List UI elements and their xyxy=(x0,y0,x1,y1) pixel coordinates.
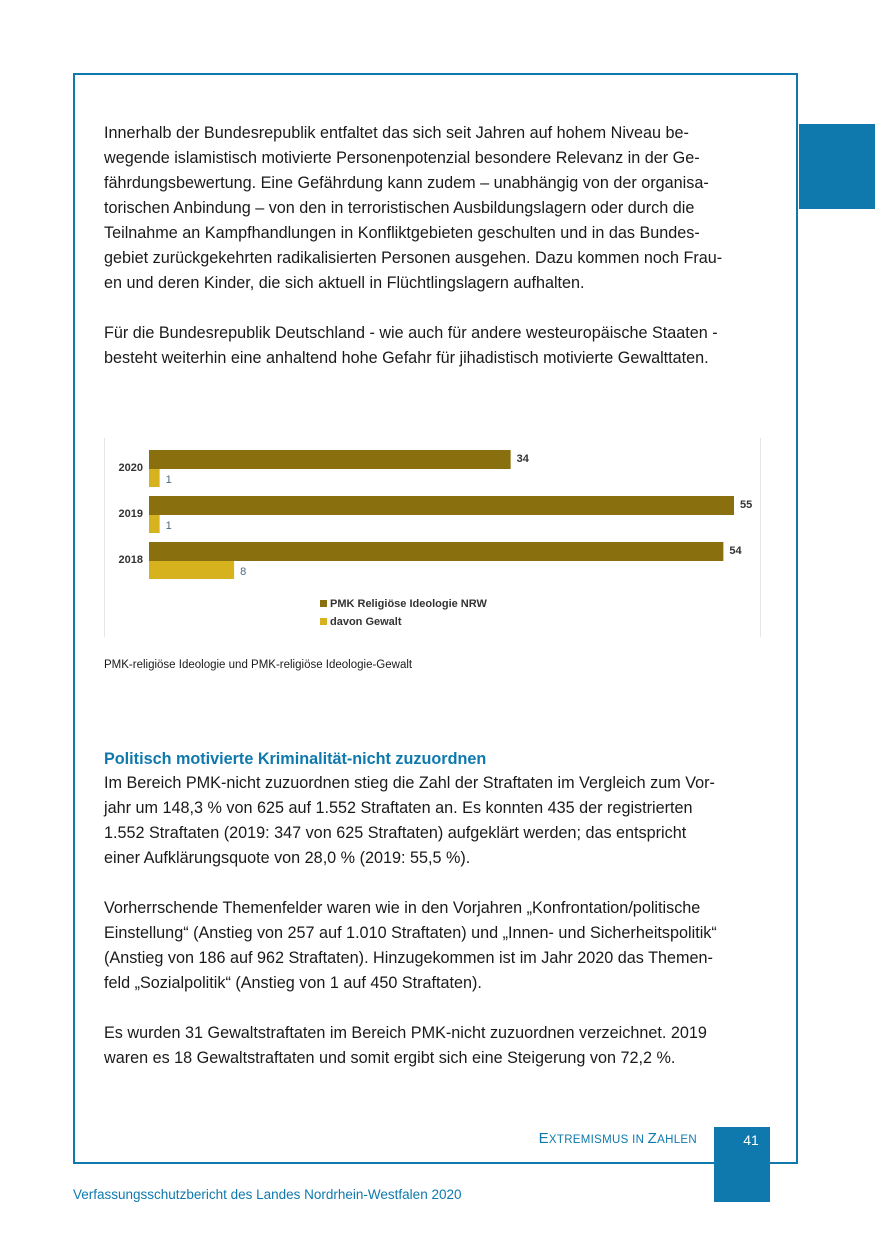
paragraph-topic-fields xyxy=(104,896,769,996)
text-line: fährdungsbewertung. Eine Gefährdung kann zudem – unabhängig von der organisa- xyxy=(104,174,709,192)
text-line: Es wurden 31 Gewaltstraftaten im Bereich PMK-nicht zuzuordnen verzeichnet. 2019 xyxy=(104,1024,707,1042)
text-line: Im Bereich PMK-nicht zuzuordnen stieg die Zahl der Straftaten im Vergleich zum Vor- xyxy=(104,774,715,792)
text-line: torischen Anbindung – von den in terroristischen Ausbildungslagern oder durch die xyxy=(104,199,695,217)
bar-secondary xyxy=(149,469,160,487)
bar-secondary-value-label: 8 xyxy=(240,566,247,578)
text-line: feld „Sozialpolitik“ (Anstieg von 1 auf 450 Straftaten). xyxy=(104,974,482,992)
bar-secondary xyxy=(149,515,160,533)
category-label: 2019 xyxy=(118,508,143,520)
text-line: Einstellung“ (Anstieg von 257 auf 1.010 Straftaten) und „Innen- und Sicherheitspolitik“ xyxy=(104,924,717,942)
bar-primary-value-label: 55 xyxy=(740,499,753,511)
bar-primary xyxy=(149,542,723,561)
bar-secondary-value-label: 1 xyxy=(165,474,172,486)
text-line: (Anstieg von 186 auf 962 Straftaten). Hinzugekommen ist im Jahr 2020 das Themen- xyxy=(104,949,713,967)
paragraph-pmk-statistics xyxy=(104,771,769,871)
text-line: gebiet zurückgekehrten radikalisierten Personen ausgehen. Dazu kommen noch Frau- xyxy=(104,249,723,267)
text-line: Vorherrschende Themenfelder waren wie in den Vorjahren „Konfrontation/politische xyxy=(104,899,701,917)
pmk-religious-ideology-chart xyxy=(104,438,761,637)
text-line: Innerhalb der Bundesrepublik entfaltet das sich seit Jahren auf hohem Niveau be- xyxy=(104,124,689,142)
text-line: Für die Bundesrepublik Deutschland - wie auch für andere westeuropäische Staaten - xyxy=(104,324,718,342)
text-line: en und deren Kinder, die sich aktuell in Flüchtlingslagern aufhalten. xyxy=(104,274,585,292)
chart-caption: PMK-religiöse Ideologie und PMK-religiöse Ideologie-Gewalt xyxy=(104,659,413,671)
section-label: EXTREMISMUS IN ZAHLEN xyxy=(538,1130,697,1147)
text-line: jahr um 148,3 % von 625 auf 1.552 Straftaten an. Es konnten 435 der registrierten xyxy=(104,799,693,817)
legend-label: PMK Religiöse Ideologie NRW xyxy=(330,598,487,610)
text-line: besteht weiterhin eine anhaltend hohe Gefahr für jihadistisch motivierte Gewalttaten. xyxy=(104,349,709,367)
page-number-box xyxy=(714,1127,770,1202)
paragraph-islamist-potential xyxy=(104,121,769,296)
category-label: 2018 xyxy=(118,554,143,566)
section-heading: Politisch motivierte Kriminalität-nicht zuzuordnen xyxy=(104,750,487,768)
chapter-side-tab xyxy=(799,124,875,209)
bar-primary-value-label: 34 xyxy=(516,453,529,465)
text-line: Teilnahme an Kampfhandlungen in Konfliktgebieten geschulten und in das Bundes- xyxy=(104,224,700,242)
bar-chart-svg xyxy=(105,438,760,637)
legend-label: davon Gewalt xyxy=(330,616,402,628)
page-number: 41 xyxy=(743,1132,759,1148)
text-line: wegende islamistisch motivierte Personenpotenzial besondere Relevanz in der Ge- xyxy=(104,149,700,167)
bar-primary xyxy=(149,450,511,469)
text-line: einer Aufklärungsquote von 28,0 % (2019: 55,5 %). xyxy=(104,849,471,867)
category-label: 2020 xyxy=(118,462,143,474)
text-line: 1.552 Straftaten (2019: 347 von 625 Straftaten) aufgeklärt werden; das entspricht xyxy=(104,824,687,842)
document-title: Verfassungsschutzbericht des Landes Nordrhein-Westfalen 2020 xyxy=(73,1187,462,1202)
paragraph-violent-offences xyxy=(104,1021,769,1071)
bar-primary-value-label: 54 xyxy=(729,545,742,557)
legend-swatch xyxy=(320,618,327,625)
bar-secondary xyxy=(149,561,234,579)
bar-secondary-value-label: 1 xyxy=(165,520,172,532)
legend-swatch xyxy=(320,600,327,607)
text-line: waren es 18 Gewaltstraftaten und somit ergibt sich eine Steigerung von 72,2 %. xyxy=(104,1049,676,1067)
bar-primary xyxy=(149,496,734,515)
paragraph-jihadist-threat xyxy=(104,321,769,371)
